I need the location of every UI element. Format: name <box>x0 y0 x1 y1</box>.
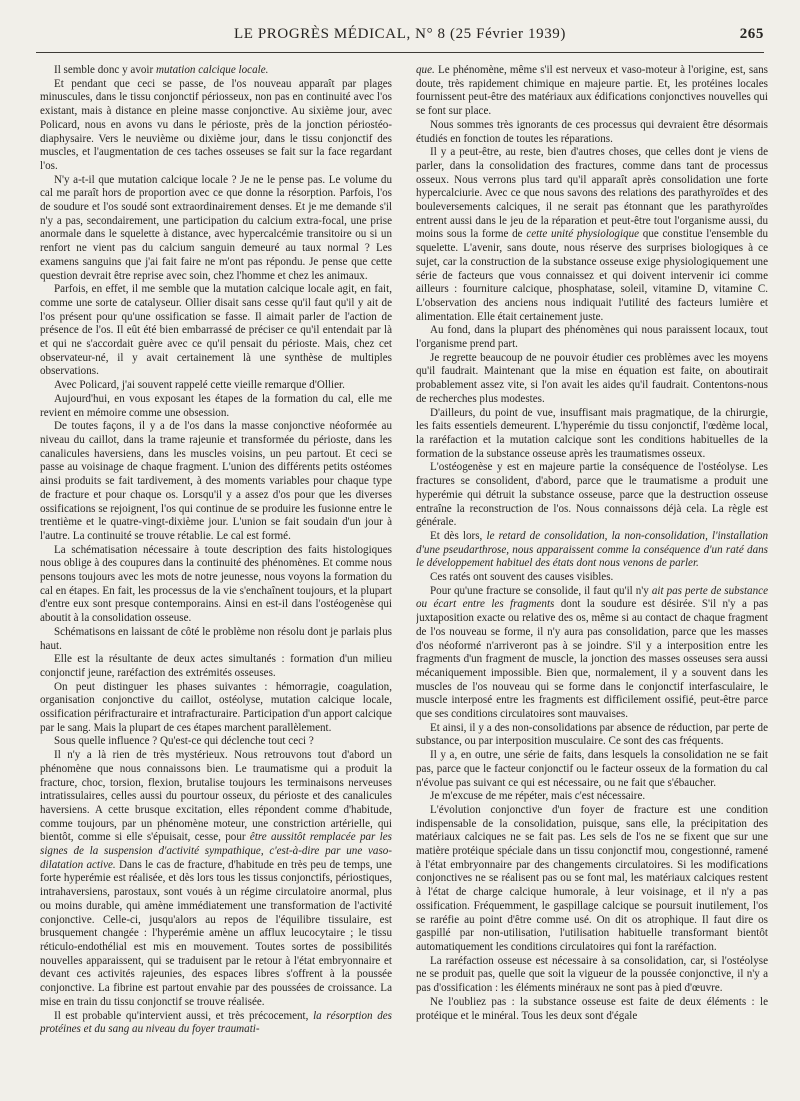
italic-text: que. <box>416 64 435 76</box>
paragraph <box>40 174 392 284</box>
paragraph <box>416 64 768 119</box>
italic-text: ait pas perte de substance ou écart entre les fragments <box>416 584 768 611</box>
paragraph <box>416 119 768 146</box>
paragraph <box>40 544 392 626</box>
paragraph <box>416 585 768 722</box>
text-run: Et dès lors, <box>430 529 487 542</box>
paragraph <box>416 722 768 749</box>
paragraph <box>40 64 392 78</box>
text-run: Ces ratés ont souvent des causes visibles. <box>430 571 614 584</box>
paragraph <box>40 749 392 1009</box>
italic-text: mutation calcique locale. <box>155 64 269 76</box>
paragraph <box>40 283 392 379</box>
text-run: Dans le cas de fracture, d'habitude en très peu de temps, une forte hyperémie est réalisée, et dès lors tous les tissus conjonctifs, périostiques, intrahaversiens, parostaux, sont voués à un régime circulatoire anormal, plus ou moins durable, qui amène immédiatement une transformation de l'activité conjonctive. Celle-ci, jusqu'alors au repos de l'équilibre tissulaire, est brusquement changée : l'hyperémie amène un afflux leucocytaire ; le tissu réticulo-endothélial est mis en mouvement. Toutes sortes de possibilités nouvelles apparaissent, qui se traduisent par le retour à l'état embryonnaire et devant ces activités rajeunies, des espaces libres s'offrent à la poussée conjonctive. La fibrine est partout envahie par des poussées de croissance. La mise en train du tissu conjonctif se trouve réalisée. <box>40 858 392 1008</box>
paragraph <box>40 78 392 174</box>
text-run: Il est probable qu'intervient aussi, et très précocement, <box>54 1009 314 1022</box>
text-run: Nous sommes très ignorants de ces processus qui devraient être désormais étudiés en fonction de toutes les réparations. <box>416 118 768 145</box>
italic-text: être aussitôt remplacée par les signes de la suspension d'activité sympathique, c'est-à-dire par une vaso-dilatation active. <box>40 831 392 871</box>
paragraph <box>416 352 768 407</box>
paragraph <box>416 749 768 790</box>
text-run: Au fond, dans la plupart des phénomènes qui nous paraissent locaux, tout l'organisme prend part. <box>416 324 768 351</box>
text-run: Parfois, en effet, il me semble que la mutation calcique locale agit, en fait, comme une sorte de catalyseur. Ollier disait sans cesse qu'il faut qu'il y ait de l'os présent pour qu'une ossification se fasse. Il aimait parler de l'action de présence de l'os. Il eût été bien embarrassé de préciser ce qu'il entendait par là et qui ne s'accordait guère avec ce qu'il pensait du périoste. Mais, chez cet observateur-né, il y avait certainement là une synthèse de multiples observations. <box>40 283 392 378</box>
text-run: Schématisons en laissant de côté le problème non résolu dont je parlais plus haut. <box>40 625 392 652</box>
text-run: Sous quelle influence ? Qu'est-ce qui déclenche tout ceci ? <box>54 735 314 748</box>
paragraph <box>40 1010 392 1037</box>
paragraph <box>416 955 768 996</box>
text-run: que constitue l'ensemble du squelette. L'avenir, sans doute, nous réserve des surprises biologiques à ce sujet, car la construction de la substance osseuse exige physiologiquement une série de facteurs que vous connaissez et qui doivent intervenir ici comme ailleurs : fourniture calcique, phosphatase, soleil, vitamine D, vitamine C. L'observation des anciens nous indiquait l'utilité des facteurs lumière et alimentation. Elle était certainement juste. <box>416 228 768 323</box>
left-column <box>40 64 392 1094</box>
text-run: On peut distinguer les phases suivantes : hémorragie, coagulation, organisation conjonctive du caillot, ostéolyse, mutation calcique locale, ossification périfracturaire et intrafracturaire. Participation d'un apport calcique par le sang. Mais la plupart de ces étapes marchent parallèlement. <box>40 680 392 734</box>
text-run: Il semble donc y avoir <box>54 64 156 76</box>
text-run: Il y a, en outre, une série de faits, dans lesquels la consolidation ne se fait pas, parce que le facteur conjonctif ou le facteur osseux de la formation du cal n'évolue pas suivant ce qui est nécessaire, ou ne fait que s'ébaucher. <box>416 749 768 789</box>
italic-text: cette unité physiologique <box>526 228 640 241</box>
text-run: N'y a-t-il que mutation calcique locale ? Je ne le pense pas. Le volume du cal me paraît hors de proportion avec ce que donne la résorption. Parfois, l'os de soudure et l'os soudé sont extraordinairement denses. Et je me demande s'il n'y a pas, secondairement, une participation du calcium extra-focal, une prise anormale dans le squelette à distance, avec hypercalcémie transitoire ou si un renfort ne vient pas du calcium sanguin demeuré au taux normal ? Les examens sanguins que j'ai fait faire ne m'ont pas répondu. Je pense que cette question devrait être reprise avec soin, chez l'homme et chez les animaux. <box>40 173 392 282</box>
paragraph <box>416 461 768 530</box>
header-rule <box>36 52 764 53</box>
paragraph <box>416 407 768 462</box>
paragraph <box>40 379 392 393</box>
text-run: Je regrette beaucoup de ne pouvoir étudier ces problèmes avec les moyens qu'il faudrait. Maintenant que la mise en équation est faite, on aboutirait probablement assez vite, si l'on avait les aides qu'il faudrait. Contentons-nous de recherches plus modestes. <box>416 351 768 405</box>
text-run: Pour qu'une fracture se consolide, il faut qu'il n'y <box>430 584 652 597</box>
text-run: L'évolution conjonctive d'un foyer de fracture est une condition indispensable de la consolidation, puisque, sans elle, la précipitation des matériaux calciques ne se fait pas. Les sels de l'os ne se fixent que sur une matière protéique spéciale dans un tissu conjonctif mou, congestionné, ramené à l'état embryonnaire par des changements circulatoires. Si les modifications conjonctives ne se réalisent pas ou se font mal, les matériaux calciques restent à l'état de charge calcique humorale, à leur voisinage, et il n'y a pas ossification. Fréquemment, le gaspillage calcique se poursuit inutilement, l'os se raréfie au point d'être comme usé. On dit os atrophique. Il faut dire os gaspillé par non-utilisation, l'utilisation habituelle transformant bientôt automatiquement les conditions circulatoires qui font la raréfaction. <box>416 803 768 953</box>
paragraph <box>40 420 392 543</box>
paragraph <box>40 735 392 749</box>
paragraph <box>416 530 768 571</box>
paragraph <box>40 393 392 420</box>
page-number: 265 <box>739 26 764 42</box>
paragraph <box>416 324 768 351</box>
text-run: Il y a peut-être, au reste, bien d'autres choses, que celles dont je viens de parler, dans la consolidation des fractures, comme dans tant de processus osseux. Nous verrons plus tard qu'il apparaît après consolidation une forte hypercalciurie. Avec ce que nous savons des relations des parathyroïdes et des bouleversements calciques, il ne serait pas étonnant que les parathyroïdes entrent aussi dans le jeu de la réparation et peut-être tout l'organisme aussi, du moins sous la forme de <box>416 146 768 241</box>
text-run: De toutes façons, il y a de l'os dans la masse conjonctive néoformée au niveau du caillot, dans la trame rajeunie et transformée du périoste, dans les canalicules haversiens, dans les muscles voisins, un peu partout. Et ceci se passe au voisinage de chaque fragment. L'union des différents petits ostéomes ainsi produits se fait tardivement, à des moments variables pour chaque type de fracture et pour chaque os. Lorsqu'il y a assez d'os pour que les diverses ossifications se rejoignent, l'os qui continue de se produire les fusionne entre le trentième et le quatre-vingt-dixième jour. L'union se fait soudain d'un jour à l'autre. La continuité se trouve rétablie. Le cal est formé. <box>40 420 392 542</box>
italic-text: le retard de consolidation, la non-consolidation, l'installation d'une pseudarthrose, nous apparaissent comme la conséquence d'un raté dans le développement habituel des états dont nous venons de parler. <box>416 529 768 570</box>
text-run: Elle est la résultante de deux actes simultanés : formation d'un milieu conjonctif jeune, raréfaction des extrémités osseuses. <box>40 653 392 679</box>
paragraph <box>40 681 392 736</box>
text-run: Et pendant que ceci se passe, de l'os nouveau apparaît par plages minuscules, dans le tissu conjonctif périosseux, non pas en continuité avec l'os existant, mais à distance en pleine masse conjonctive. Au sixième jour, avec Policard, nous en avons vu dans le périoste, près de la jonction périostéo-diaphysaire. Vers le neuvième ou dixième jour, dans le tissu conjonctif des muscles, et l'augmentation de ces taches osseuses se fait sur la face regardant l'os. <box>40 77 392 172</box>
paragraph <box>416 146 768 324</box>
text-run: Aujourd'hui, en vous exposant les étapes de la formation du cal, elle me revient en mémoire comme une obsession. <box>40 392 392 419</box>
text-run: Je m'excuse de me répéter, mais c'est nécessaire. <box>430 790 646 803</box>
text-run: Le phénomène, même s'il est nerveux et vaso-moteur à l'origine, est, sans doute, très rapidement chimique en majeure partie. Et, les protéines locales fournissent peut-être des matériaux aux édifications conjonctives nouvelles qui se font sur place. <box>416 64 768 118</box>
paragraph <box>416 804 768 955</box>
paragraph <box>40 653 392 680</box>
italic-text: la résorption des protéines et du sang au niveau du foyer traumati- <box>40 1009 392 1036</box>
journal-title: LE PROGRÈS MÉDICAL, N° 8 (25 Février 1939) <box>233 26 566 42</box>
text-run: Il n'y a là rien de très mystérieux. Nous retrouvons tout d'abord un phénomène que nous connaissons bien. Le traumatisme qui a produit la fracture, choc, torsion, flexion, brutalise toujours les terminaisons nerveuses intratissulaires, celles aussi du pourtour osseux, du périoste et des canalicules haversiens. A cette brusque excitation, elles répondent comme d'habitude, comme toujours, par un phénomène moteur, une constriction artérielle, qui bientôt, comme si elle s'épuisait, cesse, pour <box>40 749 392 844</box>
paragraph <box>40 626 392 653</box>
text-run: Ne l'oubliez pas : la substance osseuse est faite de deux éléments : le protéique et le minéral. Tous les deux sont d'égale <box>416 995 768 1022</box>
text-run: dont la soudure est désirée. S'il n'y a pas juxtaposition exacte ou relative des os, même si au contact de chaque fragment de l'os nouveau se forme, il n'y aura pas consolidation, parce que les masses d'os néoformé n'arriveront pas à se joindre. S'il y a interposition entre les fragments d'un fragment de muscle, la jonction des masses osseuses sera aussi mécaniquement impossible. Bien que, normalement, il y a souvent dans les muscles de l'os nouveau qui se forme dans le conjonctif interfasculaire, le muscle interposé entre les fragments est difficilement ossifié, peut-être parce que ses conditions circulatoires sont mauvaises. <box>416 598 768 721</box>
text-run: D'ailleurs, du point de vue, insuffisant mais pragmatique, de la chirurgie, les faits essentiels demeurent. L'hyperémie du tissu conjonctif, l'œdème local, la raréfaction et la mutation calcique sont les conditions habituelles de la formation de la substance osseuse après les traumatismes osseux. <box>416 406 768 460</box>
paragraph <box>416 790 768 804</box>
right-column <box>416 64 768 1094</box>
running-header <box>36 26 764 48</box>
text-run: La raréfaction osseuse est nécessaire à sa consolidation, car, si l'ostéolyse ne se produit pas, quelle que soit la vigueur de la poussée conjonctive, il n'y a pas d'ossification : les éléments minéraux ne sont pas à pied d'œuvre. <box>416 954 768 995</box>
paragraph <box>416 996 768 1023</box>
text-run: La schématisation nécessaire à toute description des faits histologiques nous oblige à des coupures dans la continuité des phénomènes. Et comme nous pensons toujours avec les mots de notre jeunesse, nous voyons la formation du cal en étapes. En fait, les processus de la vie s'enchaînent toujours, et la plupart d'entre eux sont presque contemporains. Ainsi en est-il dans l'ostéogenèse qui aboutit à la consolidation osseuse. <box>40 543 392 625</box>
text-run: Et ainsi, il y a des non-consolidations par absence de réduction, par perte de substance, ou par interposition musculaire. Ce sont des cas fréquents. <box>416 721 768 748</box>
text-run: L'ostéogenèse y est en majeure partie la conséquence de l'ostéolyse. Les fractures se consolident, d'abord, parce que le traumatisme a produit une hyperémie qui détruit la substance osseuse, parce que la destruction osseuse entraîne la reconstruction de l'os. Nous connaissons déjà cela. La règle est générale. <box>416 461 768 529</box>
text-run: Avec Policard, j'ai souvent rappelé cette vieille remarque d'Ollier. <box>54 379 345 392</box>
paragraph <box>416 571 768 585</box>
